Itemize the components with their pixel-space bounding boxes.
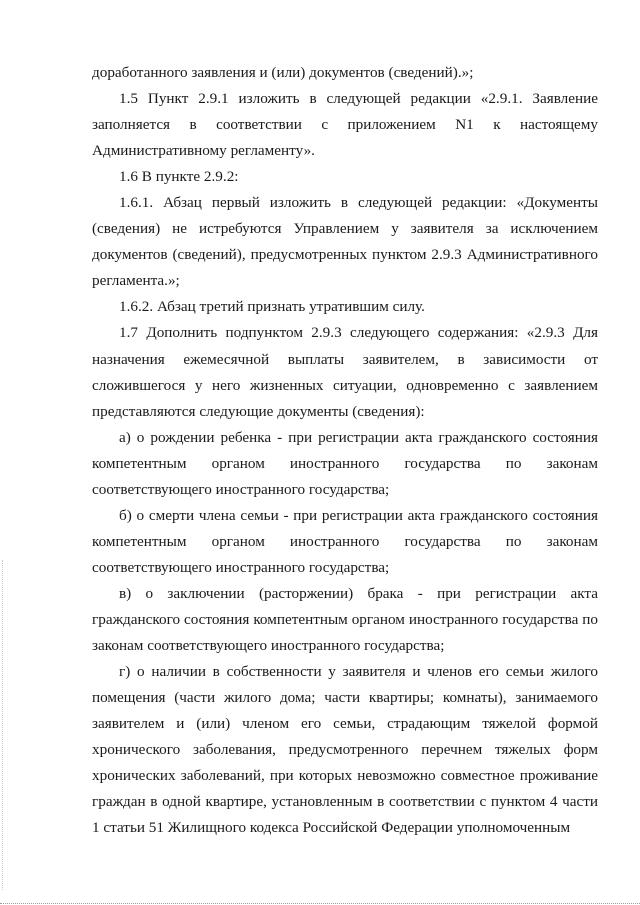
- list-item-g: г) о наличии в собственности у заявителя и членов его семьи жилого помещения (части жилого дома; части квартиры; комнаты), занимаемого заявителем и (или) членом его семьи, страдающим тяжелой формой хронического заболевания, предусмотренного перечнем тяжелых форм хронических заболеваний, при которых невозможно совместное проживание граждан в одной квартире, установленным в соответствии с пунктом 4 части 1 статьи 51 Жилищного кодекса Российской Федерации уполномоченным: [92, 663, 598, 837]
- paragraph-continuation: доработанного заявления и (или) документов (сведений).»;: [92, 64, 474, 81]
- list-item-b: б) о смерти члена семьи - при регистрации акта гражданского состояния компетентным органом иностранного государства по законам соответствующего иностранного государства;: [92, 506, 598, 576]
- paragraph-1-5: 1.5 Пункт 2.9.1 изложить в следующей редакции «2.9.1. Заявление заполняется в соответствии с приложением N1 к настоящему Административному регламенту».: [92, 90, 598, 160]
- document-body: [92, 60, 598, 841]
- paragraph-1-7: 1.7 Дополнить подпунктом 2.9.3 следующего содержания: «2.9.3 Для назначения ежемесячной выплаты заявителем, в зависимости от сложившегося у него жизненных ситуации, одновременно с заявлением представляются следующие документы (сведения):: [92, 324, 598, 420]
- list-item-a: а) о рождении ребенка - при регистрации акта гражданского состояния компетентным органом иностранного государства по законам соответствующего иностранного государства;: [92, 428, 598, 498]
- scan-edge-left: [2, 560, 3, 890]
- paragraph-1-6: 1.6 В пункте 2.9.2:: [119, 168, 239, 186]
- paragraph-1-6-1: 1.6.1. Абзац первый изложить в следующей редакции: «Документы (сведения) не истребуются Управлением у заявителя за исключением документов (сведений), предусмотренных пунктом 2.9.3 Административного регламента.»;: [92, 194, 598, 290]
- list-item-v: в) о заключении (расторжении) брака - при регистрации акта гражданского состояния компетентным органом иностранного государства по законам соответствующего иностранного государства;: [92, 584, 598, 655]
- paragraph-1-6-2: 1.6.2. Абзац третий признать утратившим силу.: [119, 298, 425, 316]
- scan-edge-bottom: [0, 903, 640, 904]
